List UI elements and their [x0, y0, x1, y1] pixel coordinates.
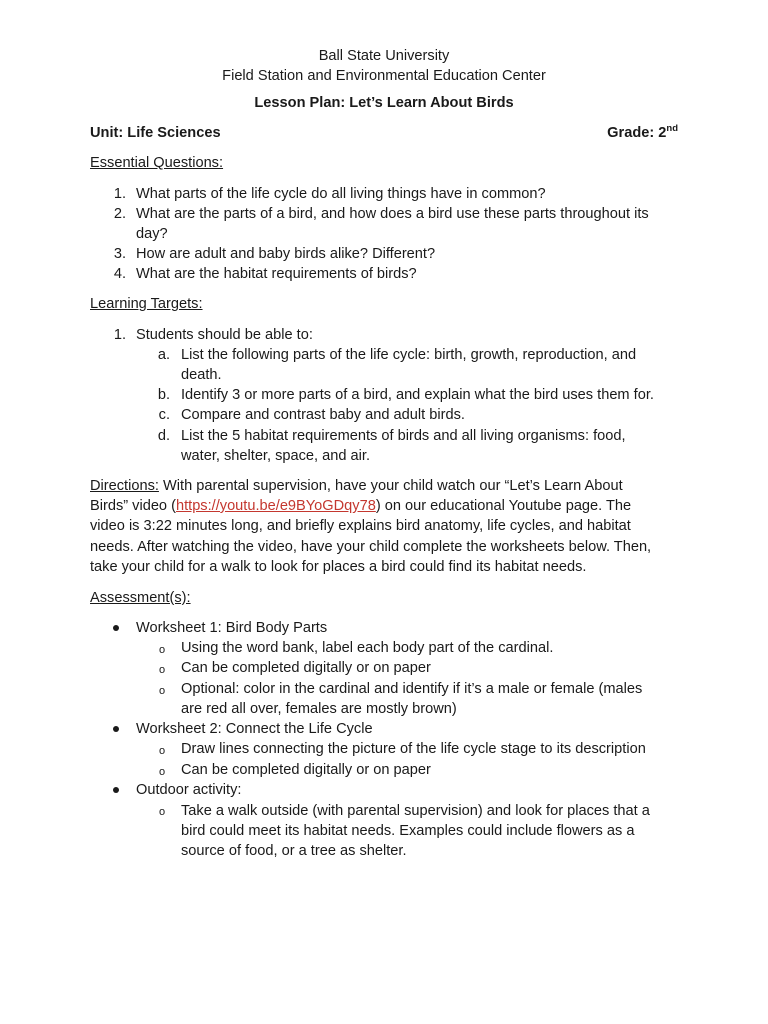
- learning-targets-heading: Learning Targets:: [90, 296, 203, 312]
- assessment-subitem: Using the word bank, label each body part of the cardinal.: [181, 640, 554, 656]
- directions-label: Directions:: [90, 478, 159, 494]
- center-name: Field Station and Environmental Education Center: [222, 68, 546, 84]
- circle-bullet-icon: o: [159, 745, 166, 757]
- target-intro: Students should be able to:: [136, 327, 313, 343]
- assessment-subitem: are red all over, females are mostly brown): [181, 701, 457, 717]
- worksheet-2-title: Worksheet 2: Connect the Life Cycle: [136, 721, 373, 737]
- circle-bullet-icon: o: [159, 685, 166, 697]
- target-text: List the 5 habitat requirements of birds and all living organisms: food,: [181, 428, 626, 444]
- assessment-subitem: Draw lines connecting the picture of the life cycle stage to its description: [181, 741, 646, 757]
- circle-bullet-icon: o: [159, 806, 166, 818]
- assessment-subitem: Take a walk outside (with parental supervision) and look for places that a: [181, 803, 650, 819]
- question-text: What parts of the life cycle do all living things have in common?: [136, 186, 546, 202]
- assessment-subitem: Optional: color in the cardinal and identify if it’s a male or female (males: [181, 681, 643, 697]
- list-number: 1.: [113, 327, 126, 343]
- list-number: 4.: [113, 266, 126, 282]
- circle-bullet-icon: o: [159, 766, 166, 778]
- bullet-icon: [113, 787, 119, 793]
- grade-label: Grade: 2nd: [607, 123, 678, 141]
- worksheet-1-title: Worksheet 1: Bird Body Parts: [136, 620, 328, 636]
- target-text: Compare and contrast baby and adult birds.: [181, 407, 465, 423]
- circle-bullet-icon: o: [159, 644, 166, 656]
- assessment-subitem: source of food, or a tree as shelter.: [181, 843, 407, 859]
- outdoor-activity-title: Outdoor activity:: [136, 782, 242, 798]
- question-text: day?: [136, 226, 168, 242]
- assessment-subitem: Can be completed digitally or on paper: [181, 660, 431, 676]
- target-text: water, shelter, space, and air.: [181, 448, 371, 464]
- directions-line: Directions: With parental supervision, have your child watch our “Let’s Learn About: [90, 478, 623, 494]
- list-letter: b.: [157, 387, 170, 403]
- assessments-heading: Assessment(s):: [90, 590, 191, 606]
- target-text: Identify 3 or more parts of a bird, and explain what the bird uses them for.: [181, 387, 654, 403]
- video-link[interactable]: https://youtu.be/e9BYoGDqy78: [175, 498, 376, 514]
- directions-line: take your child for a walk to look for places a bird could find its habitat needs.: [90, 559, 587, 575]
- target-text: death.: [181, 367, 222, 383]
- list-number: 2.: [113, 206, 126, 222]
- bullet-icon: [113, 726, 119, 732]
- lesson-title: Lesson Plan: Let’s Learn About Birds: [254, 95, 514, 111]
- circle-bullet-icon: o: [159, 664, 166, 676]
- directions-line: video is 3:22 minutes long, and briefly explains bird anatomy, life cycles, and habitat: [90, 518, 631, 534]
- target-text: List the following parts of the life cycle: birth, growth, reproduction, and: [181, 347, 637, 363]
- list-letter: d.: [157, 428, 170, 444]
- bullet-icon: [113, 625, 119, 631]
- directions-line: Birds” video (https://youtu.be/e9BYoGDqy78) on our educational Youtube page. The: [90, 498, 632, 514]
- essential-questions-heading: Essential Questions:: [90, 155, 224, 171]
- assessment-subitem: Can be completed digitally or on paper: [181, 762, 431, 778]
- list-letter: c.: [158, 407, 170, 423]
- assessment-subitem: bird could meet its habitat needs. Examples could include flowers as a: [181, 823, 635, 839]
- question-text: What are the parts of a bird, and how does a bird use these parts throughout its: [136, 206, 649, 222]
- list-number: 3.: [113, 246, 126, 262]
- list-letter: a.: [157, 347, 170, 363]
- unit-label: Unit: Life Sciences: [90, 125, 221, 141]
- question-text: How are adult and baby birds alike? Different?: [136, 246, 436, 262]
- question-text: What are the habitat requirements of birds?: [136, 266, 417, 282]
- list-number: 1.: [113, 186, 126, 202]
- grade-superscript: nd: [666, 123, 678, 134]
- institution-name: Ball State University: [318, 48, 450, 64]
- directions-line: needs. After watching the video, have your child complete the worksheets below. Then,: [90, 539, 652, 555]
